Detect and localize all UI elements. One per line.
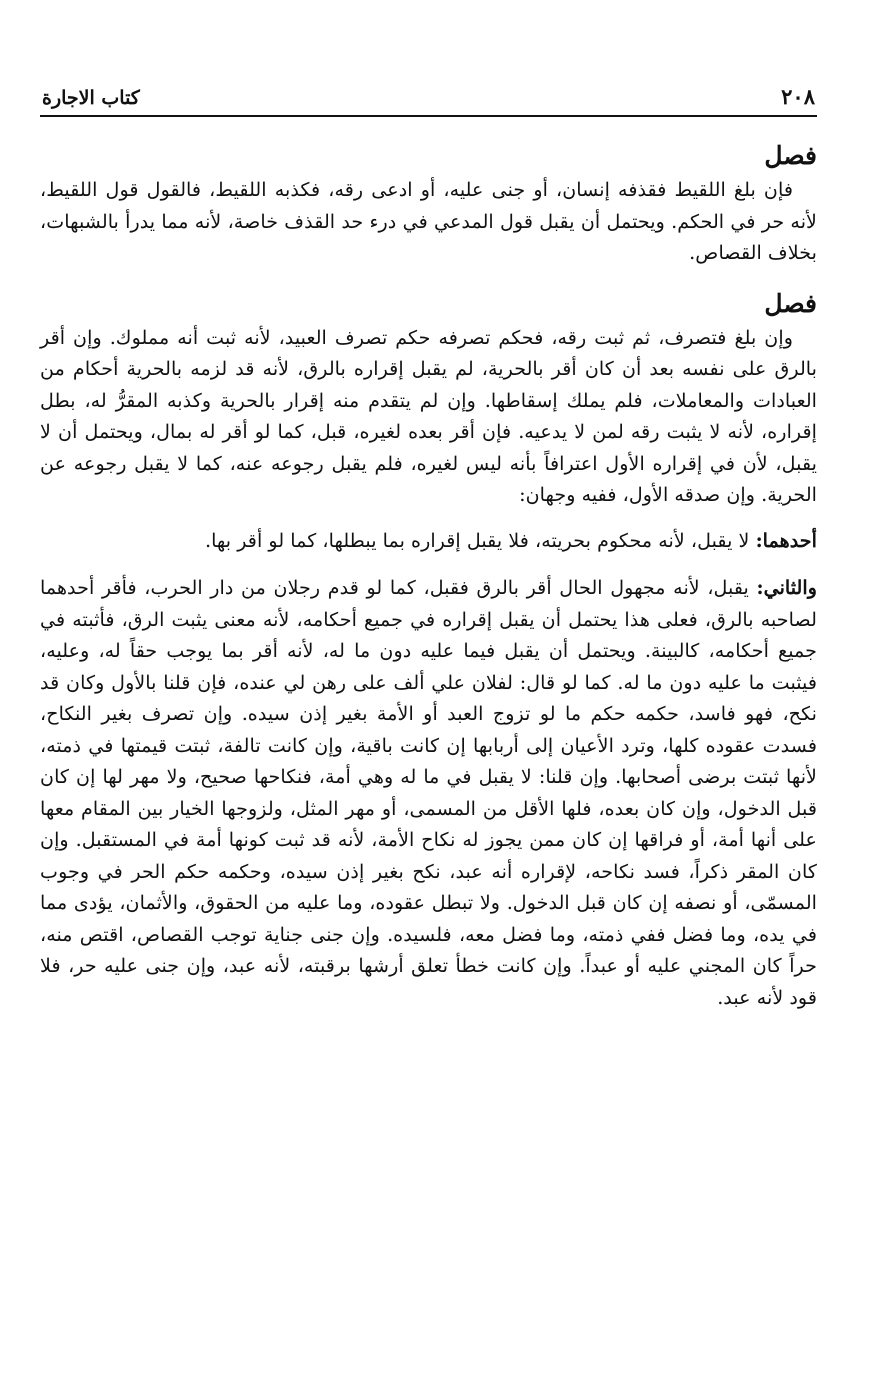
section-heading-2: فصل — [764, 288, 817, 318]
second-opinion-paragraph — [40, 572, 817, 1013]
book-title: كتاب الاجارة — [42, 87, 140, 109]
section-1-paragraph: فإن بلغ اللقيط فقذفه إنسان، أو جنى عليه، أو ادعى رقه، فكذبه اللقيط، فالقول قول اللقيط، لأنه حر في الحكم. ويحتمل أن يقبل قول المدعي في درء حد القذف خاصة، لأنه مما يدرأ بالشبهات، بخلاف القصاص. — [40, 178, 817, 264]
page-number: ٢٠٨ — [781, 84, 815, 109]
section-2-paragraph: وإن بلغ فتصرف، ثم ثبت رقه، فحكم تصرفه حكم تصرف العبيد، لأنه ثبت أنه مملوك. وإن أقر بالرق على نفسه بعد أن كان أقر بالحرية، لم يقبل إقراره بالرق، لأنه قد لزمه بالحرية أحكام من العبادات والمعاملات، فلم يملك إسقاطها. وإن لم يتقدم منه إقرار بالحرية وكذبه المقرُّ له، بطل إقراره، لأنه لا يثبت رقه لمن لا يدعيه. فإن أقر بعده لغيره، قبل، كما لو أقر له بمال، ويحتمل أن لا يقبل، لأن في إقراره الأول اعترافاً بأنه ليس لغيره، فلم يقبل رجوعه عنه، كما لا يقبل رجوعه عن الحرية. وإن صدقه الأول، ففيه وجهان: — [40, 325, 817, 506]
second-opinion-lead: والثاني: — [756, 576, 817, 599]
first-opinion-paragraph — [40, 525, 817, 557]
running-header — [40, 84, 817, 117]
first-opinion-lead: أحدهما: — [755, 528, 817, 552]
section-heading-1: فصل — [764, 141, 817, 170]
second-opinion-text: يقبل، لأنه مجهول الحال أقر بالرق فقبل، كما لو قدم رجلان من دار الحرب، فأقر أحدهما لصاحبه بالرق، فعلى هذا يحتمل أن يقبل إقراره في جميع أحكامه، لأنه معنى يثبت الرق، فأثبته في جميع أحكامه، كالبينة. ويحتمل أن يقبل فيما عليه دون ما له، لأنه أقر بما يوجب حقاً له، وعليه، فيثبت ما عليه دون ما له. كما لو قال: لفلان علي ألف على رهن لي عنده، فإن قلنا بالأول وكان قد نكح، فهو فاسد، حكمه حكم ما لو تزوج العبد أو الأمة بغير إذن سيده. وإن تصرف بغير النكاح، فسدت عقوده كلها، وترد الأعيان إلى أربابها إن كانت باقية، وإن كانت تالفة، ثبتت قيمتها في ذمته، لأنها ثبتت برضى أصحابها. وإن قلنا: لا يقبل في ما له وهي أمة، فنكاحها صحيح، ولا مهر لها إن كان قبل الدخول، وإن كان بعده، فلها الأقل من المسمى، أو مهر المثل، ولزوجها الخيار بين المقام معها على أنها أمة، أو فراقها إن كان ممن يجوز له نكاح الأمة، لأنه قد ثبت كونها أمة في المستقبل. وإن كان المقر ذكراً، فسد نكاحه، لإقراره أنه عبد، نكح بغير إذن سيده، وحكمه حكم الحر في وجوب المسمّى، أو نصفه إن كان قبل الدخول. ولا تبطل عقوده، وما عليه من الحقوق، والأثمان، يؤدى مما في يده، وما فضل ففي ذمته، وما فضل معه، فلسيده. وإن جنى جناية توجب القصاص، اقتص منه، حراً كان المجني عليه أو عبداً. وإن كانت خطأ تعلق أرشها برقبته، لأنه عبد، وإن جنى عليه حر، فلا قود لأنه عبد. — [40, 576, 817, 1009]
first-opinion-text: لا يقبل، لأنه محكوم بحريته، فلا يقبل إقراره بما يبطلها، كما لو أقر بها. — [204, 528, 756, 552]
